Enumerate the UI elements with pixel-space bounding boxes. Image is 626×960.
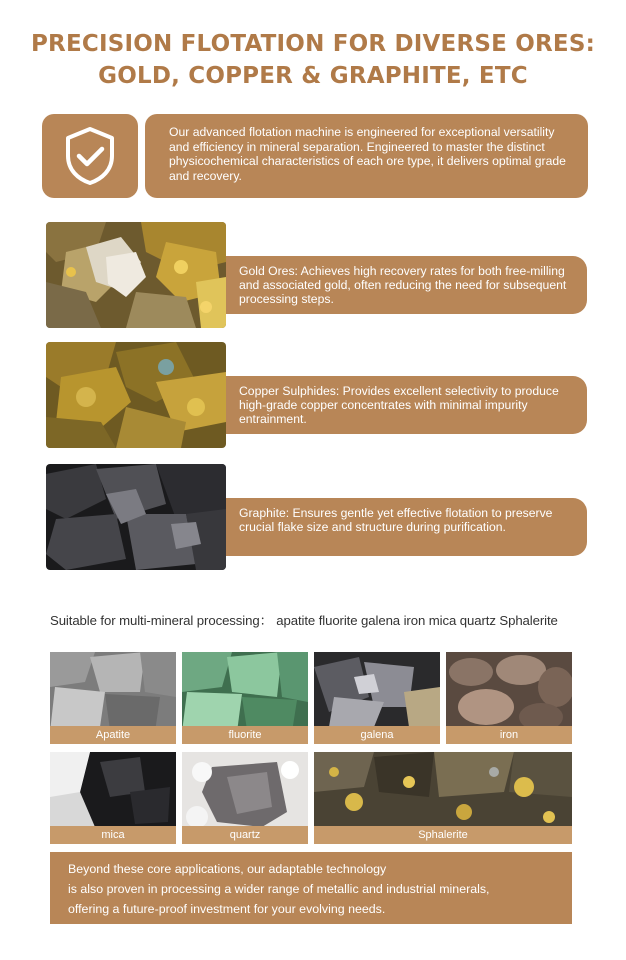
copper-ore-text: Copper Sulphides: Provides excellent selectivity to produce high-grade copper concentrates with minimal impurity entrainment. xyxy=(239,384,559,426)
mineral-tile-apatite xyxy=(50,652,176,744)
mineral-label-fluorite: fluorite xyxy=(182,726,308,744)
gold-ore-image xyxy=(46,222,226,328)
shield-check-icon xyxy=(63,126,117,186)
graphite-ore-image xyxy=(46,464,226,570)
page-title xyxy=(0,28,626,92)
copper-ore-band xyxy=(226,376,587,434)
closing-line-1: Beyond these core applications, our adaptable technology xyxy=(68,862,387,876)
mineral-label-iron: iron xyxy=(446,726,572,744)
closing-line-2: is also proven in processing a wider range of metallic and industrial minerals, xyxy=(68,882,490,896)
closing-box xyxy=(50,852,572,924)
intro-icon-box xyxy=(42,114,138,198)
gold-ore-band xyxy=(226,256,587,314)
mineral-tile-iron xyxy=(446,652,572,744)
title-line-1: PRECISION FLOTATION FOR DIVERSE ORES: xyxy=(31,31,595,57)
mineral-tile-fluorite xyxy=(182,652,308,744)
mineral-tile-mica xyxy=(50,752,176,844)
intro-text-box xyxy=(145,114,588,198)
suitable-minerals-text: Suitable for multi-mineral processing： apatite fluorite galena iron mica quartz Sphalerite xyxy=(50,613,558,628)
mineral-label-galena: galena xyxy=(314,726,440,744)
intro-text: Our advanced flotation machine is engineered for exceptional versatility and efficiency in mineral separation. Engineered to master the distinct physicochemical characteristics of each ore type, it delivers optimal grade and recovery. xyxy=(169,125,566,183)
mineral-label-sphalerite: Sphalerite xyxy=(314,826,572,844)
title-line-2: GOLD, COPPER & GRAPHITE, ETC xyxy=(98,63,528,89)
mineral-tile-sphalerite xyxy=(314,752,572,844)
gold-ore-text: Gold Ores: Achieves high recovery rates for both free-milling and associated gold, often reducing the need for subsequent processing steps. xyxy=(239,264,567,306)
mineral-tile-galena xyxy=(314,652,440,744)
mineral-label-apatite: Apatite xyxy=(50,726,176,744)
copper-ore-image xyxy=(46,342,226,448)
mineral-tile-quartz xyxy=(182,752,308,844)
graphite-ore-text: Graphite: Ensures gentle yet effective flotation to preserve crucial flake size and structure during purification. xyxy=(239,506,553,534)
mineral-label-quartz: quartz xyxy=(182,826,308,844)
mineral-label-mica: mica xyxy=(50,826,176,844)
graphite-ore-band xyxy=(226,498,587,556)
closing-line-3: offering a future-proof investment for your evolving needs. xyxy=(68,902,386,916)
